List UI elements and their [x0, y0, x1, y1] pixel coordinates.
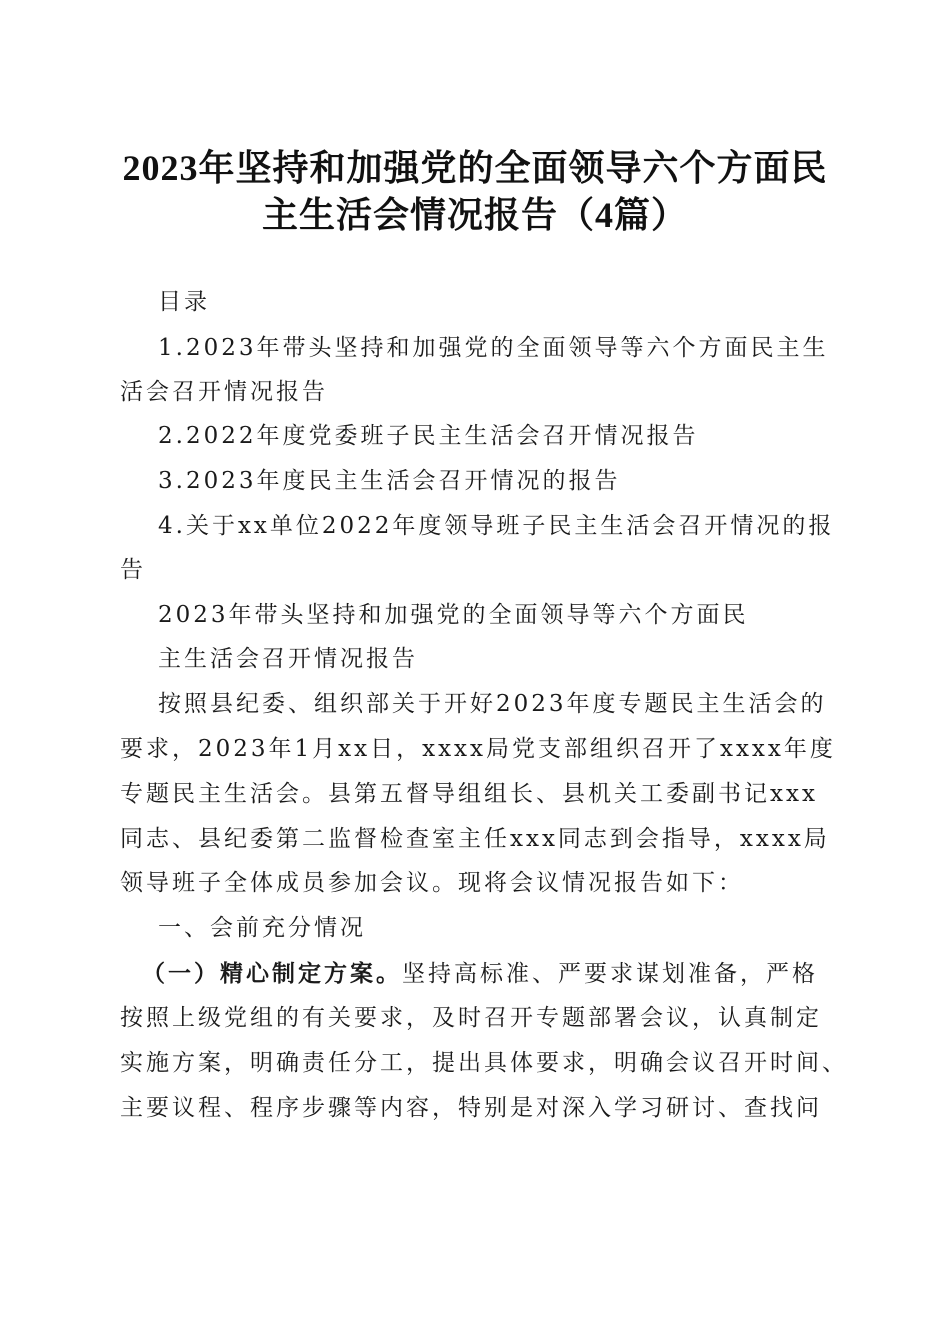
toc-item-3: 3.2023年度民主生活会召开情况的报告 [158, 468, 621, 494]
paragraph-2-line-1 [142, 955, 818, 988]
paragraph-1-line-4: 同志、县纪委第二监督检查室主任xxx同志到会指导，xxxx局 [120, 826, 830, 852]
toc-item-2: 2.2022年度党委班子民主生活会召开情况报告 [158, 423, 699, 449]
article-subtitle-continued: 主生活会召开情况报告 [158, 646, 418, 672]
paragraph-2-lead: （一）精心制定方案。 [142, 960, 402, 987]
document-title-line-2: 主生活会情况报告（4篇） [261, 195, 688, 235]
toc-item-4-continued: 告 [120, 557, 146, 583]
toc-item-1-continued: 活会召开情况报告 [120, 379, 328, 405]
paragraph-2-line-3: 实施方案，明确责任分工，提出具体要求，明确会议召开时间、 [120, 1050, 848, 1076]
toc-heading: 目录 [158, 289, 210, 315]
paragraph-1-line-2: 要求，2023年1月xx日，xxxx局党支部组织召开了xxxx年度 [120, 736, 836, 762]
section-heading-1: 一、会前充分情况 [158, 915, 366, 941]
paragraph-1-line-1: 按照县纪委、组织部关于开好2023年度专题民主生活会的 [158, 691, 827, 717]
paragraph-2-line-4: 主要议程、程序步骤等内容，特别是对深入学习研讨、查找问 [120, 1095, 822, 1121]
toc-item-1: 1.2023年带头坚持和加强党的全面领导等六个方面民主生 [158, 335, 829, 361]
toc-item-4: 4.关于xx单位2022年度领导班子民主生活会召开情况的报 [158, 513, 835, 539]
paragraph-1-line-5: 领导班子全体成员参加会议。现将会议情况报告如下： [120, 870, 744, 896]
document-title-line-1: 2023年坚持和加强党的全面领导六个方面民 [122, 148, 828, 188]
paragraph-2-line-1-rest: 坚持高标准、严要求谋划准备，严格 [402, 961, 818, 987]
paragraph-2-line-2: 按照上级党组的有关要求，及时召开专题部署会议，认真制定 [120, 1005, 822, 1031]
article-subtitle: 2023年带头坚持和加强党的全面领导等六个方面民 [158, 602, 749, 628]
paragraph-1-line-3: 专题民主生活会。县第五督导组组长、县机关工委副书记xxx [120, 781, 818, 807]
